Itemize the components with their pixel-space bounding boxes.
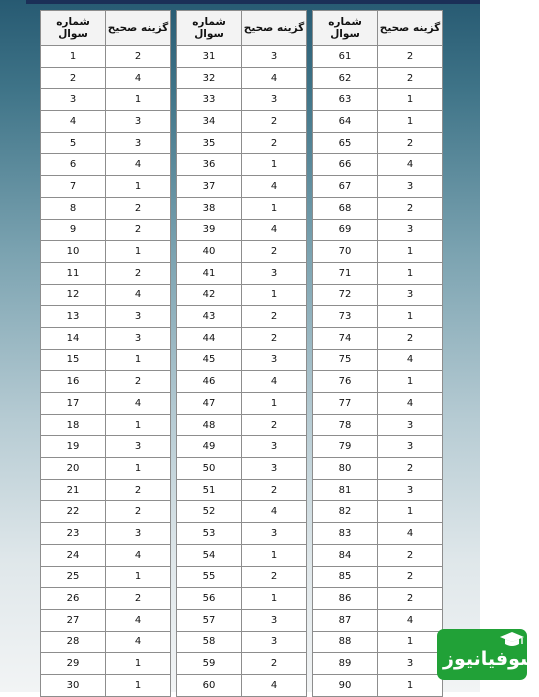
- table-row: [41, 262, 171, 284]
- answer-cell: 1: [378, 501, 443, 523]
- answer-cell: 2: [242, 241, 307, 263]
- answer-cell: 2: [242, 414, 307, 436]
- table-row: [313, 197, 443, 219]
- question-number-cell: 49: [177, 436, 242, 458]
- question-number-cell: 36: [177, 154, 242, 176]
- answer-cell: 2: [106, 479, 171, 501]
- table-row: [177, 393, 307, 415]
- answer-cell: 1: [106, 653, 171, 675]
- table-row: [177, 89, 307, 111]
- table-row: [177, 197, 307, 219]
- table-row: [177, 132, 307, 154]
- table-row: [41, 501, 171, 523]
- table-row: [41, 588, 171, 610]
- table-row: [313, 219, 443, 241]
- answer-cell: 4: [106, 393, 171, 415]
- question-number-cell: 57: [177, 609, 242, 631]
- answer-cell: 1: [378, 111, 443, 133]
- table-row: [177, 284, 307, 306]
- table-row: [313, 371, 443, 393]
- question-number-cell: 82: [313, 501, 378, 523]
- answer-cell: 2: [242, 653, 307, 675]
- table-row: [41, 46, 171, 68]
- answer-table-1: [40, 10, 171, 697]
- question-number-header: شماره سوال: [313, 11, 378, 46]
- table-row: [313, 393, 443, 415]
- table-row: [177, 414, 307, 436]
- question-number-cell: 38: [177, 197, 242, 219]
- answer-cell: 2: [106, 588, 171, 610]
- table-row: [177, 219, 307, 241]
- question-number-cell: 85: [313, 566, 378, 588]
- question-number-cell: 62: [313, 67, 378, 89]
- table-row: [313, 566, 443, 588]
- answer-cell: 3: [106, 327, 171, 349]
- answer-cell: 1: [378, 241, 443, 263]
- table-header-row: [313, 11, 443, 46]
- table-row: [177, 349, 307, 371]
- answer-cell: 3: [378, 219, 443, 241]
- answer-cell: 3: [242, 523, 307, 545]
- answer-cell: 1: [106, 414, 171, 436]
- table-row: [313, 588, 443, 610]
- table-row: [313, 609, 443, 631]
- answer-cell: 3: [242, 631, 307, 653]
- answer-cell: 2: [378, 458, 443, 480]
- question-number-cell: 69: [313, 219, 378, 241]
- table-row: [41, 154, 171, 176]
- table-row: [313, 479, 443, 501]
- table-row: [177, 566, 307, 588]
- table-row: [313, 458, 443, 480]
- question-number-cell: 34: [177, 111, 242, 133]
- answer-cell: 3: [106, 132, 171, 154]
- table-row: [313, 132, 443, 154]
- table-row: [313, 46, 443, 68]
- table-row: [177, 588, 307, 610]
- table-row: [41, 544, 171, 566]
- table-row: [41, 393, 171, 415]
- answer-cell: 2: [242, 132, 307, 154]
- answer-cell: 1: [106, 674, 171, 696]
- question-number-cell: 81: [313, 479, 378, 501]
- table-row: [313, 523, 443, 545]
- question-number-cell: 88: [313, 631, 378, 653]
- answer-cell: 1: [242, 197, 307, 219]
- answer-cell: 1: [106, 349, 171, 371]
- answer-cell: 2: [378, 46, 443, 68]
- question-number-cell: 77: [313, 393, 378, 415]
- question-number-cell: 15: [41, 349, 106, 371]
- table-row: [313, 653, 443, 675]
- question-number-cell: 28: [41, 631, 106, 653]
- table-row: [177, 111, 307, 133]
- answer-cell: 1: [378, 631, 443, 653]
- table-row: [313, 501, 443, 523]
- table-row: [177, 501, 307, 523]
- question-number-cell: 61: [313, 46, 378, 68]
- answer-cell: 3: [242, 436, 307, 458]
- answer-cell: 1: [242, 544, 307, 566]
- correct-option-header: گزینه صحیح: [378, 11, 443, 46]
- question-number-cell: 53: [177, 523, 242, 545]
- answer-cell: 4: [242, 67, 307, 89]
- question-number-cell: 90: [313, 674, 378, 696]
- answer-cell: 3: [378, 479, 443, 501]
- question-number-header: شماره سوال: [41, 11, 106, 46]
- question-number-cell: 79: [313, 436, 378, 458]
- question-number-cell: 52: [177, 501, 242, 523]
- question-number-cell: 68: [313, 197, 378, 219]
- table-row: [41, 371, 171, 393]
- answer-cell: 2: [106, 219, 171, 241]
- answer-cell: 3: [242, 46, 307, 68]
- table-row: [313, 349, 443, 371]
- question-number-cell: 5: [41, 132, 106, 154]
- question-number-cell: 65: [313, 132, 378, 154]
- table-row: [41, 609, 171, 631]
- answer-cell: 4: [378, 154, 443, 176]
- question-number-cell: 44: [177, 327, 242, 349]
- table-row: [41, 458, 171, 480]
- question-number-cell: 17: [41, 393, 106, 415]
- question-number-cell: 30: [41, 674, 106, 696]
- question-number-cell: 48: [177, 414, 242, 436]
- table-row: [177, 523, 307, 545]
- answer-cell: 2: [378, 67, 443, 89]
- question-number-cell: 75: [313, 349, 378, 371]
- answer-cell: 1: [378, 89, 443, 111]
- question-number-cell: 19: [41, 436, 106, 458]
- answer-cell: 3: [106, 436, 171, 458]
- table-row: [41, 89, 171, 111]
- question-number-cell: 66: [313, 154, 378, 176]
- question-number-cell: 22: [41, 501, 106, 523]
- table-row: [177, 327, 307, 349]
- answer-cell: 2: [242, 566, 307, 588]
- table-row: [41, 349, 171, 371]
- table-row: [41, 479, 171, 501]
- answer-cell: 3: [242, 609, 307, 631]
- table-row: [313, 414, 443, 436]
- question-number-cell: 50: [177, 458, 242, 480]
- question-number-cell: 29: [41, 653, 106, 675]
- answer-cell: 4: [242, 674, 307, 696]
- question-number-cell: 63: [313, 89, 378, 111]
- question-number-cell: 2: [41, 67, 106, 89]
- question-number-cell: 3: [41, 89, 106, 111]
- answer-cell: 4: [106, 631, 171, 653]
- question-number-cell: 72: [313, 284, 378, 306]
- table-row: [313, 544, 443, 566]
- table-row: [41, 653, 171, 675]
- question-number-cell: 56: [177, 588, 242, 610]
- question-number-header: شماره سوال: [177, 11, 242, 46]
- table-row: [313, 436, 443, 458]
- question-number-cell: 25: [41, 566, 106, 588]
- answer-cell: 4: [378, 349, 443, 371]
- answer-cell: 4: [106, 284, 171, 306]
- question-number-cell: 23: [41, 523, 106, 545]
- question-number-cell: 67: [313, 176, 378, 198]
- table-row: [41, 67, 171, 89]
- question-number-cell: 26: [41, 588, 106, 610]
- answer-cell: 1: [378, 306, 443, 328]
- table-row: [41, 327, 171, 349]
- table-row: [313, 111, 443, 133]
- question-number-cell: 20: [41, 458, 106, 480]
- answer-cell: 1: [106, 176, 171, 198]
- answer-cell: 3: [242, 349, 307, 371]
- question-number-cell: 84: [313, 544, 378, 566]
- answer-cell: 1: [106, 458, 171, 480]
- question-number-cell: 33: [177, 89, 242, 111]
- question-number-cell: 70: [313, 241, 378, 263]
- question-number-cell: 43: [177, 306, 242, 328]
- table-row: [41, 111, 171, 133]
- table-row: [177, 674, 307, 696]
- question-number-cell: 24: [41, 544, 106, 566]
- answer-cell: 4: [242, 371, 307, 393]
- table-row: [313, 262, 443, 284]
- question-number-cell: 21: [41, 479, 106, 501]
- answer-cell: 2: [378, 544, 443, 566]
- question-number-cell: 83: [313, 523, 378, 545]
- table-row: [177, 306, 307, 328]
- answer-cell: 2: [378, 327, 443, 349]
- question-number-cell: 73: [313, 306, 378, 328]
- table-row: [41, 436, 171, 458]
- question-number-cell: 47: [177, 393, 242, 415]
- question-number-cell: 60: [177, 674, 242, 696]
- table-row: [41, 132, 171, 154]
- answer-cell: 2: [242, 479, 307, 501]
- answer-cell: 3: [242, 458, 307, 480]
- table-row: [313, 154, 443, 176]
- table-row: [177, 67, 307, 89]
- table-row: [313, 67, 443, 89]
- question-number-cell: 31: [177, 46, 242, 68]
- question-number-cell: 87: [313, 609, 378, 631]
- answer-cell: 2: [378, 566, 443, 588]
- question-number-cell: 46: [177, 371, 242, 393]
- correct-option-header: گزینه صحیح: [106, 11, 171, 46]
- answer-cell: 2: [378, 197, 443, 219]
- answer-cell: 3: [106, 111, 171, 133]
- answer-cell: 2: [106, 501, 171, 523]
- answer-cell: 3: [242, 262, 307, 284]
- answer-cell: 2: [106, 371, 171, 393]
- answer-cell: 2: [378, 588, 443, 610]
- question-number-cell: 11: [41, 262, 106, 284]
- question-number-cell: 55: [177, 566, 242, 588]
- question-number-cell: 80: [313, 458, 378, 480]
- table-row: [177, 436, 307, 458]
- table-row: [313, 241, 443, 263]
- answer-cell: 4: [106, 67, 171, 89]
- table-row: [313, 306, 443, 328]
- question-number-cell: 32: [177, 67, 242, 89]
- answer-cell: 4: [106, 154, 171, 176]
- table-row: [177, 544, 307, 566]
- table-row: [177, 458, 307, 480]
- table-row: [177, 46, 307, 68]
- answer-cell: 2: [106, 262, 171, 284]
- answer-cell: 1: [106, 89, 171, 111]
- table-row: [313, 327, 443, 349]
- table-row: [41, 219, 171, 241]
- answer-cell: 3: [106, 523, 171, 545]
- question-number-cell: 89: [313, 653, 378, 675]
- answer-cell: 4: [378, 609, 443, 631]
- question-number-cell: 41: [177, 262, 242, 284]
- question-number-cell: 1: [41, 46, 106, 68]
- table-header-row: [177, 11, 307, 46]
- question-number-cell: 86: [313, 588, 378, 610]
- table-row: [177, 479, 307, 501]
- answer-table-2: [176, 10, 307, 697]
- question-number-cell: 37: [177, 176, 242, 198]
- table-header-row: [41, 11, 171, 46]
- table-row: [177, 241, 307, 263]
- question-number-cell: 13: [41, 306, 106, 328]
- question-number-cell: 74: [313, 327, 378, 349]
- question-number-cell: 27: [41, 609, 106, 631]
- question-number-cell: 54: [177, 544, 242, 566]
- table-row: [313, 284, 443, 306]
- answer-cell: 2: [106, 46, 171, 68]
- question-number-cell: 4: [41, 111, 106, 133]
- answer-cell: 2: [106, 197, 171, 219]
- question-number-cell: 14: [41, 327, 106, 349]
- table-row: [177, 609, 307, 631]
- correct-option-header: گزینه صحیح: [242, 11, 307, 46]
- table-row: [41, 176, 171, 198]
- question-number-cell: 9: [41, 219, 106, 241]
- answer-cell: 3: [378, 414, 443, 436]
- table-row: [41, 566, 171, 588]
- answer-cell: 2: [242, 327, 307, 349]
- question-number-cell: 76: [313, 371, 378, 393]
- table-row: [41, 306, 171, 328]
- answer-cell: 1: [242, 154, 307, 176]
- question-number-cell: 6: [41, 154, 106, 176]
- question-number-cell: 78: [313, 414, 378, 436]
- question-number-cell: 45: [177, 349, 242, 371]
- answer-cell: 4: [242, 219, 307, 241]
- table-row: [41, 284, 171, 306]
- answer-cell: 4: [378, 523, 443, 545]
- answer-cell: 3: [378, 176, 443, 198]
- question-number-cell: 8: [41, 197, 106, 219]
- answer-cell: 3: [106, 306, 171, 328]
- question-number-cell: 39: [177, 219, 242, 241]
- table-row: [313, 631, 443, 653]
- question-number-cell: 7: [41, 176, 106, 198]
- logo-text: سوفیانیوز: [443, 648, 539, 670]
- table-row: [313, 674, 443, 696]
- question-number-cell: 16: [41, 371, 106, 393]
- table-row: [177, 631, 307, 653]
- question-number-cell: 10: [41, 241, 106, 263]
- answer-cell: 4: [378, 393, 443, 415]
- answer-cell: 1: [378, 674, 443, 696]
- table-row: [41, 414, 171, 436]
- answer-cell: 1: [242, 284, 307, 306]
- question-number-cell: 12: [41, 284, 106, 306]
- answer-cell: 1: [106, 566, 171, 588]
- table-row: [313, 89, 443, 111]
- question-number-cell: 64: [313, 111, 378, 133]
- answer-cell: 1: [242, 588, 307, 610]
- question-number-cell: 71: [313, 262, 378, 284]
- answer-cell: 1: [106, 241, 171, 263]
- table-row: [41, 631, 171, 653]
- table-row: [313, 176, 443, 198]
- table-row: [177, 371, 307, 393]
- answer-cell: 2: [378, 132, 443, 154]
- answer-cell: 4: [106, 609, 171, 631]
- question-number-cell: 58: [177, 631, 242, 653]
- question-number-cell: 40: [177, 241, 242, 263]
- table-row: [177, 262, 307, 284]
- question-number-cell: 42: [177, 284, 242, 306]
- answer-cell: 1: [378, 262, 443, 284]
- answer-cell: 3: [378, 436, 443, 458]
- top-border-bar: [26, 0, 480, 4]
- answer-cell: 2: [242, 306, 307, 328]
- answer-cell: 4: [106, 544, 171, 566]
- answer-cell: 1: [378, 371, 443, 393]
- answer-cell: 3: [242, 89, 307, 111]
- answer-cell: 2: [242, 111, 307, 133]
- answer-cell: 1: [242, 393, 307, 415]
- answer-cell: 3: [378, 653, 443, 675]
- site-logo[interactable]: [437, 629, 539, 680]
- question-number-cell: 18: [41, 414, 106, 436]
- table-row: [177, 176, 307, 198]
- answer-cell: 4: [242, 501, 307, 523]
- table-row: [177, 653, 307, 675]
- table-row: [41, 241, 171, 263]
- question-number-cell: 35: [177, 132, 242, 154]
- answer-table-3: [312, 10, 443, 697]
- table-row: [41, 523, 171, 545]
- table-row: [177, 154, 307, 176]
- table-row: [41, 197, 171, 219]
- answer-cell: 4: [242, 176, 307, 198]
- answer-cell: 3: [378, 284, 443, 306]
- question-number-cell: 59: [177, 653, 242, 675]
- table-row: [41, 674, 171, 696]
- question-number-cell: 51: [177, 479, 242, 501]
